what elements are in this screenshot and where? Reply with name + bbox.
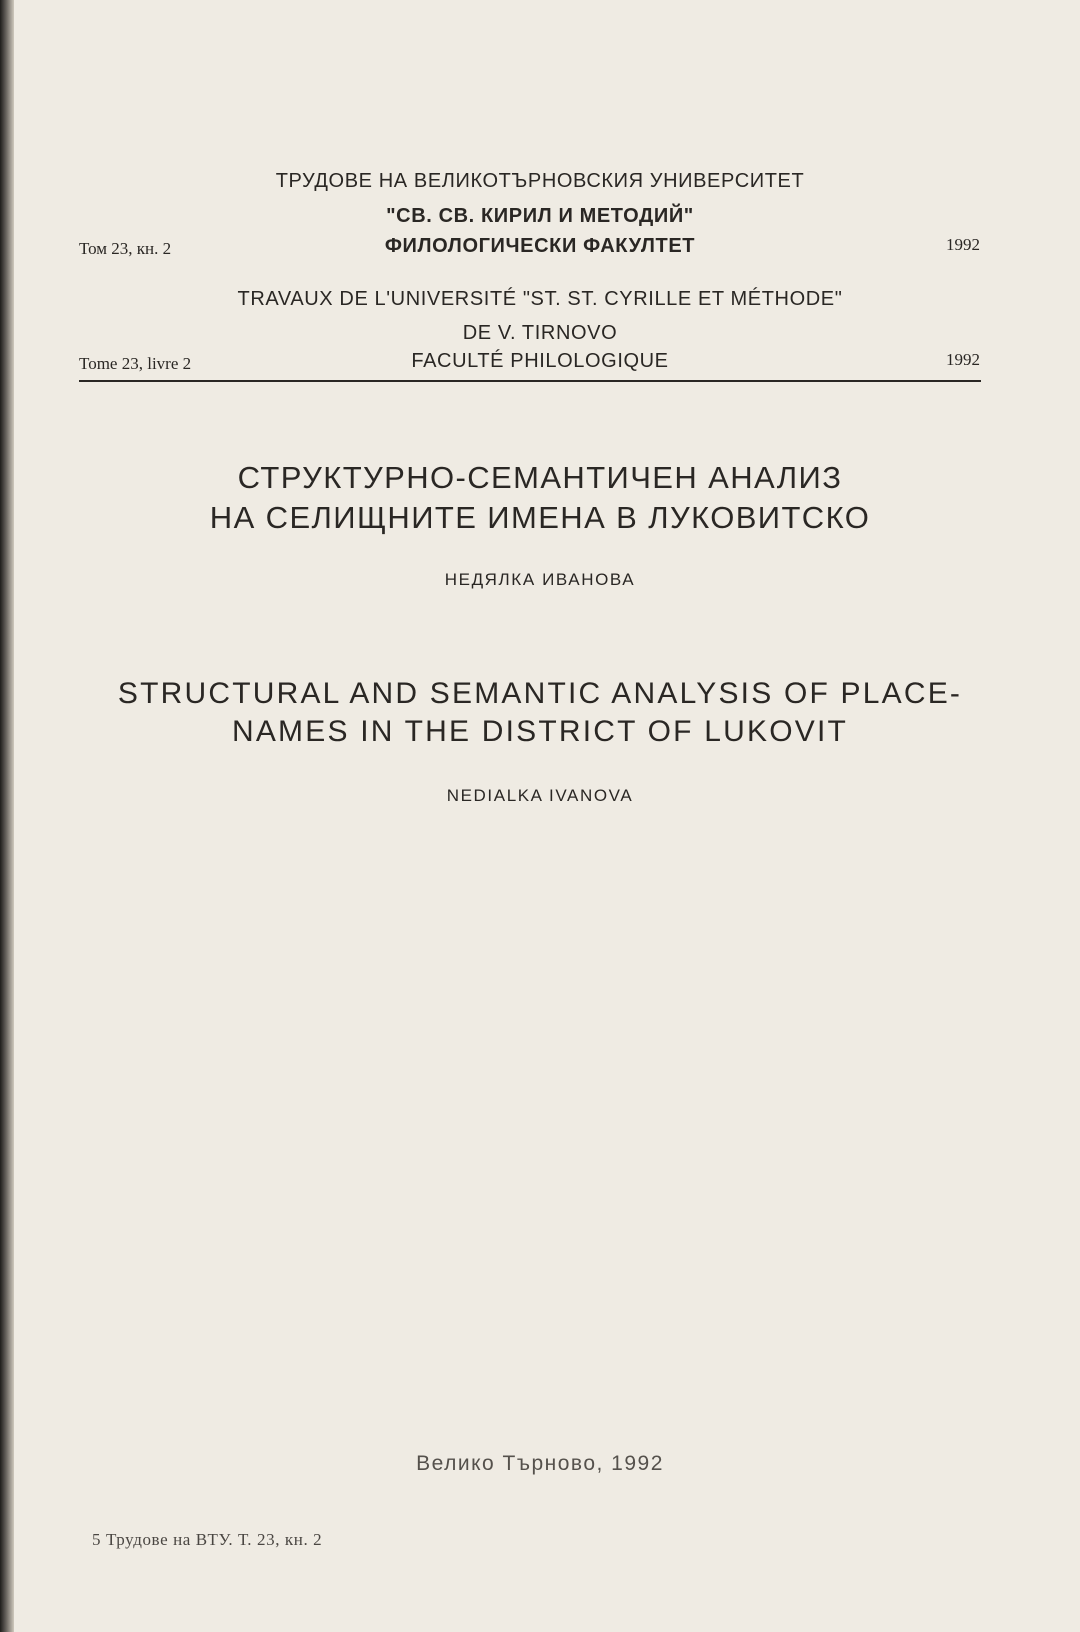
article-title-bg-line1: СТРУКТУРНО-СЕМАНТИЧЕН АНАЛИЗ (237, 460, 843, 495)
header-divider (79, 380, 981, 382)
article-title-en-line2: NAMES IN THE DISTRICT OF LUKOVIT (231, 715, 849, 748)
header-fr-volume: Tome 23, livre 2 (79, 354, 192, 373)
header-bg-line3: ФИЛОЛОГИЧЕСКИ ФАКУЛТЕТ (384, 235, 696, 257)
article-title-bg-line2: НА СЕЛИЩНИТЕ ИМЕНА В ЛУКОВИТСКО (209, 500, 871, 535)
header-bg-line2: "СВ. СВ. КИРИЛ И МЕТОДИЙ" (386, 205, 694, 227)
header-bg-line1: ТРУДОВЕ НА ВЕЛИКОТЪРНОВСКИЯ УНИВЕРСИТЕТ (275, 170, 805, 192)
article-title-en-line1: STRUCTURAL AND SEMANTIC ANALYSIS OF PLACE- (117, 677, 963, 710)
article-author-en: NEDIALKA IVANOVA (446, 786, 634, 805)
imprint-place-year: Велико Търново, 1992 (416, 1452, 664, 1475)
header-bg-volume: Том 23, кн. 2 (79, 239, 172, 258)
header-fr-line3: FACULTÉ PHILOLOGIQUE (411, 350, 669, 372)
header-bg-year: 1992 (946, 235, 980, 254)
header-fr-year: 1992 (946, 350, 980, 369)
header-fr-line2: DE V. TIRNOVO (462, 322, 618, 344)
footer-signature: 5 Трудове на ВТУ. Т. 23, кн. 2 (92, 1530, 323, 1549)
article-author-bg: НЕДЯЛКА ИВАНОВА (444, 570, 636, 589)
header-fr-line1: TRAVAUX DE L'UNIVERSITÉ "ST. ST. CYRILLE ET MÉTHODE" (237, 288, 843, 310)
